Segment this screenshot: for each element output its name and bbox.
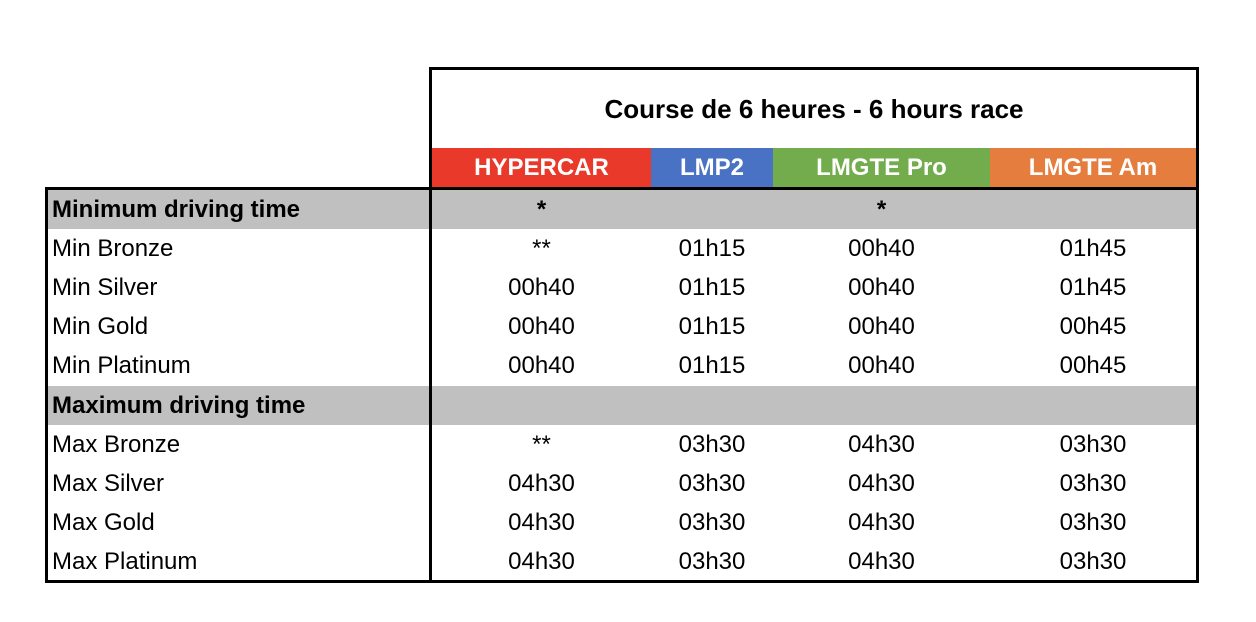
row-label: Min Gold — [52, 312, 149, 340]
cell-hypercar: 04h30 — [508, 508, 575, 536]
cell-lmgte-pro: 04h30 — [848, 508, 915, 536]
category-header-lmp2: LMP2 — [651, 148, 773, 188]
cell-lmgte-am: 03h30 — [1059, 508, 1127, 536]
label-column-divider — [429, 187, 432, 583]
cell-lmp2: 01h15 — [678, 273, 746, 301]
cell-lmp2: 01h15 — [678, 234, 746, 262]
row-label: Min Silver — [52, 273, 158, 301]
cell-lmgte-am: 03h30 — [1059, 430, 1127, 458]
section-cell-lmgte-pro: * — [876, 195, 887, 223]
category-header-hypercar: HYPERCAR — [432, 148, 651, 188]
category-header-lmgte-am: LMGTE Am — [990, 148, 1196, 188]
cell-lmgte-am: 03h30 — [1059, 547, 1127, 575]
cell-hypercar: 00h40 — [508, 351, 575, 379]
cell-lmgte-pro: 00h40 — [848, 273, 915, 301]
section-label: Minimum driving time — [52, 195, 301, 223]
cell-lmgte-am: 01h45 — [1059, 234, 1127, 262]
cell-lmgte-pro: 04h30 — [848, 547, 915, 575]
cell-hypercar: 04h30 — [508, 547, 575, 575]
cell-lmgte-pro: 00h40 — [848, 234, 915, 262]
row-label: Min Bronze — [52, 234, 174, 262]
row-label: Max Bronze — [52, 430, 181, 458]
cell-hypercar: 00h40 — [508, 312, 575, 340]
cell-lmgte-pro: 00h40 — [848, 312, 915, 340]
cell-lmgte-am: 03h30 — [1059, 469, 1127, 497]
row-label: Max Gold — [52, 508, 155, 536]
cell-hypercar: ** — [532, 430, 551, 458]
cell-hypercar: 00h40 — [508, 273, 575, 301]
cell-lmp2: 01h15 — [678, 312, 746, 340]
cell-lmgte-am: 00h45 — [1059, 351, 1127, 379]
cell-lmgte-pro: 00h40 — [848, 351, 915, 379]
category-header-lmgte-pro: LMGTE Pro — [773, 148, 990, 188]
cell-lmgte-am: 00h45 — [1059, 312, 1127, 340]
cell-lmp2: 03h30 — [678, 469, 746, 497]
cell-lmp2: 03h30 — [678, 547, 746, 575]
cell-lmgte-am: 01h45 — [1059, 273, 1127, 301]
section-cell-hypercar: * — [536, 195, 547, 223]
row-label: Min Platinum — [52, 351, 191, 379]
cell-lmp2: 03h30 — [678, 430, 746, 458]
cell-hypercar: ** — [532, 234, 551, 262]
table-title: Course de 6 heures - 6 hours race — [604, 93, 1024, 124]
row-label: Max Silver — [52, 469, 165, 497]
cell-hypercar: 04h30 — [508, 469, 575, 497]
cell-lmp2: 01h15 — [678, 351, 746, 379]
cell-lmp2: 03h30 — [678, 508, 746, 536]
section-label: Maximum driving time — [52, 391, 306, 419]
table-body-frame — [45, 187, 1199, 583]
row-label: Max Platinum — [52, 547, 198, 575]
cell-lmgte-pro: 04h30 — [848, 430, 915, 458]
cell-lmgte-pro: 04h30 — [848, 469, 915, 497]
